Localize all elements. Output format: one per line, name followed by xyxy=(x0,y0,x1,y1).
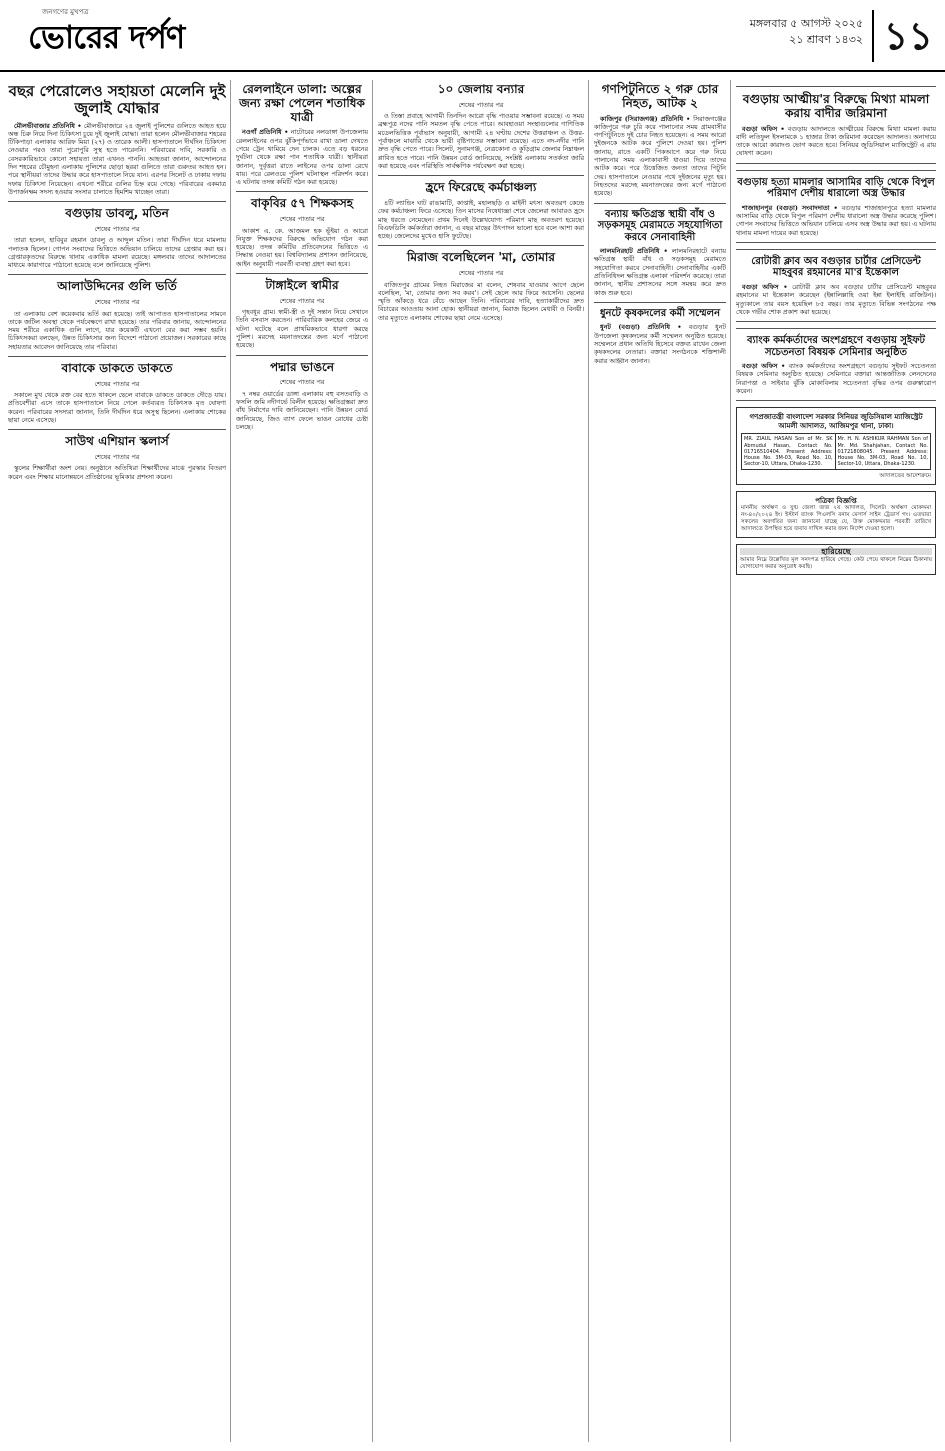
article-body: নাটোরের নলডাঙ্গা উপজেলায় রেললাইনের ওপর ঝুঁকিপূর্ণভাবে রাখা ডালা দেখতে পেয়ে ট্রেন থামিয়ে দেন চালক। এতে বড় ধরনের দুর্ঘটনা থেকে রক্ষা পান শতাধিক যাত্রী। স্থানীয়রা জানান, দুর্বৃত্তরা রাতে লাইনের ওপর ডালা রেখে যায়। পরে রেলওয়ে পুলিশ ঘটনাস্থল পরিদর্শন করে। এ ঘটনায় তদন্ত কমিটি গঠন করা হয়েছে। xyxy=(236,128,368,187)
continued-label: শেষের পাতার পর xyxy=(94,298,140,307)
divider xyxy=(378,175,584,176)
article-krishakdal[interactable] xyxy=(594,308,726,365)
notice-footer: আদালতের আদেশক্রমে xyxy=(879,473,931,480)
article-flood[interactable] xyxy=(378,83,584,170)
article-headline[interactable]: রেললাইনে ডালা: অল্পের জন্য রক্ষা পেলেন শতাধিক যাত্রী xyxy=(239,82,365,124)
article-body: সিরাজগঞ্জের কাজিপুরে গরু চুরি করে পালানোর সময় গ্রামবাসীর গণপিটুনিতে দুই চোর নিহত হয়েছেন। এ সময় আরো দুইজনকে আটক করে পুলিশে দেওয়া হয়। পুলিশ জানায়, রাতে একটি পিকআপে করে গরু নিয়ে পালানোর সময় এলাকাবাসী ধাওয়া দিয়ে তাদের আটক করে। পরে উত্তেজিত জনতা তাদের পিটুনি দেয়। হাসপাতালে নেওয়ার পথে দুইজনের মৃত্যু হয়। নিহতদের মরদেহ ময়নাতদন্তের জন্য মর্গে পাঠানো হয়েছে। xyxy=(594,114,726,198)
article-cattle-thieves[interactable] xyxy=(594,83,726,198)
article-byline: লালমনিরহাট প্রতিনিধি • xyxy=(600,247,668,256)
continued-label: শেষের পাতার পর xyxy=(279,378,325,387)
lost-title: হারিয়েছে xyxy=(740,548,932,555)
article-headline[interactable]: পদ্মার ভাঙনে xyxy=(270,359,334,374)
newspaper-name: ভোরের দর্পণ xyxy=(28,18,185,56)
column-divider xyxy=(372,80,373,1442)
continued-label: শেষের পাতার পর xyxy=(94,224,140,233)
date-box xyxy=(750,16,863,48)
column-divider xyxy=(230,80,231,1442)
column-2 xyxy=(236,80,368,1442)
article-swift-seminar[interactable] xyxy=(736,328,936,401)
column-5 xyxy=(736,80,936,1442)
article-body: তা এলাকায় বেশ কয়েকবার ভর্তি করা হয়েছে। তাই আপাতত হাসপাতালের সামনে তাকে জটিল অবস্থা থেকে পর্যবেক্ষণে রাখা হয়েছে। তার পরিবার জানায়, আন্দোলনের সময় শরীরে একাধিক গুলি লাগে, যার কয়েকটি এখনো বের করা সম্ভব হয়নি। চিকিৎসকরা বলছেন, উন্নত চিকিৎসার জন্য বিদেশে পাঠানো প্রয়োজন। সরকারের কাছে সহায়তার আবেদন জানিয়েছে তার পরিবার। xyxy=(8,309,226,351)
article-july-fighters[interactable] xyxy=(8,83,226,196)
divider xyxy=(8,356,226,357)
article-byline: কাজিপুর (সিরাজগঞ্জ) প্রতিনিধি • xyxy=(600,114,691,123)
article-body: বগুড়ার ধুনট উপজেলা কৃষকদলের কর্মী সম্মেলন অনুষ্ঠিত হয়েছে। সম্মেলনে প্রধান অতিথি হিসেবে বক্তব্য রাখেন জেলা কৃষকদলের নেতারা। বক্তারা সংগঠনকে শক্তিশালী করার আহ্বান জানান। xyxy=(594,323,726,365)
article-railway[interactable] xyxy=(236,83,368,186)
divider xyxy=(594,302,726,303)
article-body: বাজিতপুর গ্রামের নিহত মিরাজের মা বলেন, শেষবার যাওয়ার আগে ছেলে বলেছিল, 'মা, তোমার জন্য সব করব'। সেই ছেলে আর ফিরে আসেনি। ছেলের স্মৃতি আঁকড়ে ধরে বেঁচে আছেন তিনি। পরিবারের দাবি, হত্যাকারীদের দ্রুত বিচারের আওতায় আনা হোক। স্থানীয়রা জানান, মিরাজ ছিলেন মেধাবী ও বিনয়ী। তার মৃত্যুতে এলাকায় শোকের ছায়া নেমে এসেছে। xyxy=(378,280,584,322)
article-body: লালমনিরহাটে বন্যায় ক্ষতিগ্রস্ত স্থায়ী বাঁধ ও সড়কসমূহ মেরামতে সহযোগিতা করবে সেনাবাহিনী। সেনাবাহিনীর একটি প্রতিনিধিদল ক্ষতিগ্রস্ত এলাকা পরিদর্শন করেছে। তারা জানান, স্থানীয় প্রশাসনের সঙ্গে সমন্বয় করে দ্রুত কাজ শুরু হবে। xyxy=(594,247,726,297)
article-headline[interactable]: টাঙ্গাইলে স্বামীর xyxy=(265,278,339,293)
lost-notice[interactable] xyxy=(736,544,936,575)
article-baba[interactable] xyxy=(8,362,226,424)
bangla-date: ২১ শ্রাবণ ১৪৩২ xyxy=(789,33,863,46)
court-notice[interactable] xyxy=(736,407,936,485)
article-headline[interactable]: বাকৃবির ৫৭ শিক্ষকসহ xyxy=(250,196,354,211)
article-body: স্কুলের শিক্ষার্থীরা অংশ নেয়। অনুষ্ঠানে অতিথিরা শিক্ষার্থীদের মাঝে পুরস্কার বিতরণ করেন এবং শিক্ষার মানোন্নয়নে প্রতিষ্ঠানের ভূমিকার প্রশংসা করেন। xyxy=(8,464,226,481)
notice-title: গণপ্রজাতন্ত্রী বাংলাদেশ সরকার সিনিয়র জুডিসিয়াল ম্যাজিস্ট্রেট আমলী আদালত, আজিমপুর থানা, ঢাকা। xyxy=(749,412,923,431)
article-byline: বগুড়া অফিস • xyxy=(742,362,786,371)
divider xyxy=(8,274,226,275)
divider xyxy=(236,273,368,274)
article-headline[interactable]: মিরাজ বলেছিলেন 'মা, তোমার xyxy=(407,250,555,265)
article-body: সকালে মুখ থেকে রক্ত বের হতে থাকলে ছেলে বাবাকে ডাকতে ডাকতে দৌড়ে যায়। প্রতিবেশীরা এসে তাকে হাসপাতালে নিয়ে গেলে কর্তব্যরত চিকিৎসক মৃত ঘোষণা করেন। পরিবারের সদস্যরা জানান, তিনি দীর্ঘদিন ধরে অসুস্থ ছিলেন। এলাকায় শোকের ছায়া নেমে এসেছে। xyxy=(8,391,226,425)
article-body: ৪টি ল্যান্ডিং ঘাট রাঙামাটি, কাপ্তাই, মহালছড়ি ও মাইনী মৎস্য অবতরণ কেন্দ্রে ফের কর্মচাঞ্চল্য ফিরে এসেছে। তিন মাসের নিষেধাজ্ঞা শেষে জেলেরা আবারও হ্রদে মাছ ধরতে নেমেছেন। প্রথম দিনেই উল্লেখযোগ্য পরিমাণ মাছ অবতরণ হয়েছে। বিএফডিসি কর্মকর্তারা জানান, এ বছর মাছের উৎপাদন ভালো হবে বলে আশা করা হচ্ছে। জেলেদের মুখেও হাসি ফুটেছে। xyxy=(378,198,584,241)
notice-cell: Mr. H. N. ASHIKUR RAHMAN Son of Mr. Md. Shahjahan, Contact No. 01721808045. Present Address: House No. 3M-03, Road No. 10, Sector-10, Uttara, Dhaka-1230. xyxy=(835,434,930,470)
article-headline[interactable]: বগুড়ায় ডাবলু, মতিন xyxy=(65,206,169,221)
article-body: ব্যাংক কর্মকর্তাদের অংশগ্রহণে বগুড়ায় সুইফট সচেতনতা বিষয়ক সেমিনার অনুষ্ঠিত হয়েছে। সেমিনারে বক্তারা আন্তর্জাতিক লেনদেনের নিরাপত্তা ও সাইবার ঝুঁকি মোকাবিলায় সচেতনতা বৃদ্ধির ওপর গুরুত্বারোপ করেন। xyxy=(736,362,936,396)
column-1 xyxy=(8,80,226,1442)
article-byline: বগুড়া অফিস • xyxy=(742,282,788,291)
article-byline: নওগাঁ প্রতিনিধি • xyxy=(242,128,289,137)
article-body: রোটারী ক্লাব অব বগুড়ার চার্টার প্রেসিডেন্ট মাহবুবর রহমানের মা ইন্তেকাল করেছেন (ইন্নালিল্লাহি ওয়া ইন্না ইলাইহি রাজিউন)। মৃত্যুকালে তার বয়স হয়েছিল ৮৫ বছর। তার মৃত্যুতে বিভিন্ন সংগঠনের পক্ষ থেকে গভীর শোক প্রকাশ করা হয়েছে। xyxy=(736,282,936,316)
article-bogura-arrest[interactable] xyxy=(8,207,226,269)
article-body: ও তিস্তা প্রবাহে আগামী তিনদিন আরো বৃদ্ধি পাওয়ার সম্ভাবনা রয়েছে। এ সময় ব্রহ্মপুত্র নদের পানি সমতল বৃদ্ধি পেতে পারে। আবহাওয়া সংস্থাগুলোর গাণিতিক মডেলভিত্তিক পূর্বাভাস অনুযায়ী, আগামী ২৪ ঘণ্টায় দেশের উত্তরাঞ্চল ও উত্তর-পূর্বাঞ্চলে মাঝারি থেকে ভারী বৃষ্টিপাতের সম্ভাবনা রয়েছে। এতে নদ-নদীর পানি দ্রুত বৃদ্ধি পেতে পারে। সিলেট, সুনামগঞ্জ, নেত্রকোনা ও কুড়িগ্রাম জেলার নিম্নাঞ্চল প্লাবিত হতে পারে। পানি উন্নয়ন বোর্ড জানিয়েছে, সংশ্লিষ্ট এলাকায় সতর্কতা জারি করা হয়েছে এবং পরিস্থিতি সার্বক্ষণিক পর্যবেক্ষণ করা হচ্ছে। xyxy=(378,112,584,170)
article-headline[interactable]: রোটারী ক্লাব অব বগুড়ার চার্টার প্রেসিডেন্ট মাহবুবর রহমানের মা'র ইন্তেকাল xyxy=(751,255,921,279)
article-body: তারা হলেন, হাবিবুর রহমান ডাবলু ও আব্দুল মতিন। তারা দীর্ঘদিন ধরে মামলায় পলাতক ছিলেন। গোপন সংবাদের ভিত্তিতে অভিযান চালিয়ে তাদের গ্রেপ্তার করা হয়। গ্রেপ্তারকৃতদের বিরুদ্ধে থানায় একাধিক মামলা রয়েছে। মঙ্গলবার তাদের আদালতের মাধ্যমে কারাগারে পাঠানো হয়েছে বলে জানিয়েছে পুলিশ। xyxy=(8,236,226,270)
article-byline: শাজাহানপুর (বগুড়া) সংবাদদাতা • xyxy=(742,203,838,212)
newspaper-logo[interactable] xyxy=(28,6,218,64)
article-body: বগুড়ায় আদালতে আত্মীয়ের বিরুদ্ধে মিথ্যা মামলা করায় বাদী লতিফুল ইসলামকে ১ হাজার টাকা জরিমানা করেছেন আদালত। অনাদায়ে তাকে আরো কারাদণ্ড ভোগ করতে হবে। সিনিয়র জুডিসিয়াল ম্যাজিস্ট্রেট এ রায় ঘোষণা করেন। xyxy=(736,124,936,158)
notice-body: মাননীয় অর্থঋণ ও যুগ্ম জেলা জজ ২য় আদালত, সিলেট। অর্থঋণ মোকদ্দমা নং-৪০/২০২৪ ইং। ইস্টার্ন ব্যাংক পিএলসি বনাম মেসার্স সাইন ট্রেডার্স গং। এতদ্বারা সকলের অবগতির জন্য জানানো যাচ্ছে যে, উক্ত মোকদ্দমার পরবর্তী তারিখে আদালতে উপস্থিত হয়ে জবাব দাখিল করার জন্য নির্দেশ দেওয়া হলো। xyxy=(741,505,931,533)
notice-table xyxy=(741,433,931,470)
gregorian-date: মঙ্গলবার ৫ আগস্ট ২০২৫ xyxy=(749,17,863,30)
article-headline[interactable]: হ্রদে ফিরেছে কর্মচাঞ্চল্য xyxy=(425,180,537,195)
article-headline[interactable]: ব্যাংক কর্মকর্তাদের অংশগ্রহণে বগুড়ায় সুইফট সচেতনতা বিষয়ক সেমিনার অনুষ্ঠিত xyxy=(747,335,925,358)
divider xyxy=(8,429,226,430)
article-headline[interactable]: বগুড়ায় হত্যা মামলার আসামির বাড়ি থেকে বিপুল পরিমাণ দেশীয় ধারালো অস্ত্র উদ্ধার xyxy=(737,176,935,200)
article-body: আকাশ এ. কে. আজমল হক ভূঁইয়া ও আরো নিযুক্ত শিক্ষকদের বিরুদ্ধে অভিযোগ গঠন করা হয়েছে। তদন্ত কমিটির প্রতিবেদনের ভিত্তিতে এ সিদ্ধান্ত নেওয়া হয়। বিশ্ববিদ্যালয় প্রশাসন জানিয়েছে, আইন অনুযায়ী পরবর্তী ব্যবস্থা গ্রহণ করা হবে। xyxy=(236,226,368,268)
continued-label: শেষের পাতার পর xyxy=(94,453,140,462)
continued-label: শেষের পাতার পর xyxy=(94,379,140,388)
divider xyxy=(594,203,726,204)
article-headline[interactable]: বাবাকে ডাকতে ডাকতে xyxy=(61,361,173,376)
article-byline: বগুড়া অফিস • xyxy=(742,124,785,133)
article-headline[interactable]: বছর পেরোলেও সহায়তা মেলেনি দুই জুলাই যোদ্ধার xyxy=(8,82,226,118)
column-4 xyxy=(594,80,726,1442)
article-body: গৃহবধূর গ্রাম। স্বামী-স্ত্রী ও দুই সন্তান নিয়ে সেখানে তিনি বসবাস করতেন। পারিবারিক কলহের জেরে এ ঘটনা ঘটেছে বলে প্রাথমিকভাবে ধারণা করছে পুলিশ। মরদেহ ময়নাতদন্তের জন্য মর্গে পাঠানো হয়েছে। xyxy=(236,308,368,350)
divider xyxy=(378,245,584,246)
article-headline[interactable]: ১০ জেলায় বন্যার xyxy=(437,82,525,96)
article-headline[interactable]: সাউথ এশিয়ান স্কলার্স xyxy=(65,434,169,449)
article-bau-teachers[interactable] xyxy=(236,197,368,268)
column-divider xyxy=(588,80,589,1442)
article-alauddin[interactable] xyxy=(8,280,226,351)
column-divider xyxy=(730,80,731,1442)
article-miraj[interactable] xyxy=(378,251,584,322)
continued-label: শেষের পাতার পর xyxy=(279,296,325,305)
continued-label: শেষের পাতার পর xyxy=(458,269,504,278)
column-3 xyxy=(378,80,584,1442)
article-tangail[interactable] xyxy=(236,279,368,350)
article-headline[interactable]: ধুনটে কৃষকদলের কর্মী সম্মেলন xyxy=(599,307,721,319)
article-false-case[interactable] xyxy=(736,86,936,164)
masthead xyxy=(0,0,945,72)
article-byline: মৌলভীবাজার প্রতিনিধি • xyxy=(14,121,82,130)
article-army-dam[interactable] xyxy=(594,209,726,297)
article-body: ৭ নম্বর ওয়ার্ডের ডাঙ্গা এলাকায় বহু বসতবাড়ি ও ফসলি জমি নদীগর্ভে বিলীন হয়েছে। ক্ষতিগ্রস্তরা দ্রুত বাঁধ নির্মাণের দাবি জানিয়েছেন। পানি উন্নয়ন বোর্ড জানিয়েছে, জিও ব্যাগ ফেলে ভাঙন রোধের চেষ্টা চলছে। xyxy=(236,389,368,431)
article-rotary[interactable] xyxy=(736,249,936,322)
notice-title: পত্রিকা বিজ্ঞপ্তি xyxy=(815,496,857,506)
divider xyxy=(236,355,368,356)
article-headline[interactable]: আলাউদ্দিনের গুলি ভর্তি xyxy=(57,279,177,294)
tagline: জনগণের মুখপত্র xyxy=(42,8,89,16)
article-weapons[interactable] xyxy=(736,170,936,243)
article-scholars[interactable] xyxy=(8,435,226,481)
article-padma[interactable] xyxy=(236,361,368,432)
newspaper-notice[interactable] xyxy=(736,491,936,538)
article-byline: ধুনট (বগুড়া) প্রতিনিধি • xyxy=(600,323,682,332)
article-lake[interactable] xyxy=(378,181,584,240)
divider xyxy=(236,191,368,192)
page-number: ১১ xyxy=(872,10,933,62)
article-body: মৌলভীবাজারে ২৪ জুলাই পুলিশের গুলিতে আহত হয়ে অন্ধ চিরু নিয়ে দিনা চিকিৎসা চুয়ে দুই জুলাই যোদ্ধা। তারা হলেন মৌলভীবাজার শহরের টিকিপাড়া এলাকার আরিফ মিয়া (২৭) ও তারেক আলী। হাসপাতালে দীর্ঘদিন চিকিৎসা নেওয়ার পরও তারা পুরোপুরি সুস্থ হতে পারেননি। পরিবারের দাবি, সরকারি ও বেসরকারিভাবে কোনো সহায়তা তারা এখনও পাননি। আহতরা জানান, আন্দোলনের দিন শহরের চৌমুহনা এলাকায় পুলিশের ছোড়া ছররা গুলিতে তারা গুরুতর আহত হন। পরে স্থানীয়রা তাদের উদ্ধার করে হাসপাতালে নিয়ে যান। এরপর সিলেট ও ঢাকায় দফায় দফায় চিকিৎসা নিয়েছেন। এখনো শরীরে গুলির চিহ্ন রয়ে গেছে। পরিবারের একমাত্র উপার্জনক্ষম সদস্য হওয়ায় সংসার চালাতে হিমশিম খাচ্ছেন তারা। xyxy=(8,121,226,196)
continued-label: শেষের পাতার পর xyxy=(279,215,325,224)
article-headline[interactable]: বন্যায় ক্ষতিগ্রস্ত স্থায়ী বাঁধ ও সড়কসমূহ মেরামতে সহযোগিতা করবে সেনাবাহিনী xyxy=(597,208,723,243)
article-headline[interactable]: গণপিটুনিতে ২ গরু চোর নিহত, আটক ২ xyxy=(601,82,719,110)
continued-label: শেষের পাতার পর xyxy=(458,100,504,109)
divider xyxy=(8,201,226,202)
article-headline[interactable]: বগুড়ায় আত্মীয়'র বিরুদ্ধে মিথ্যা মামলা করায় বাদীর জরিমানা xyxy=(742,92,930,120)
notice-cell: MR. ZIAUL HASAN Son of Mr. SK Abmudul Hasan, Contact No. 01716510404. Present Address: House No. 3M-03, Road No. 10, Sector-10, Uttara, Dhaka-1230. xyxy=(742,434,836,470)
article-body: বগুড়ার শাজাহানপুরে হত্যা মামলার আসামির বাড়ি থেকে বিপুল পরিমাণ দেশীয় ধারালো অস্ত্র উদ্ধার করেছে পুলিশ। গোপন সংবাদের ভিত্তিতে অভিযান চালিয়ে এসব অস্ত্র উদ্ধার করা হয়। এ ঘটনায় থানায় মামলা দায়ের করা হয়েছে। xyxy=(736,203,936,237)
lost-body: আমার নিম্নে উল্লেখিত মূল সনদপত্র হারিয়ে গেছে। কেউ পেয়ে থাকলে নিম্নের ঠিকানায় যোগাযোগ করার অনুরোধ করছি। xyxy=(740,557,932,571)
